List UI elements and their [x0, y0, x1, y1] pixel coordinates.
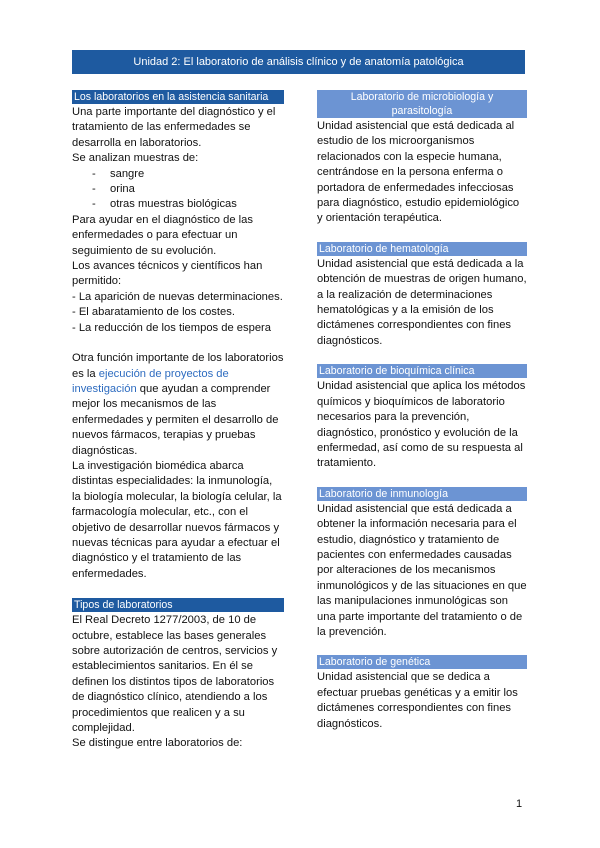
lab-heading-microbiologia: Laboratorio de microbiología y parasitología — [317, 90, 527, 118]
lab-body-hematologia: Unidad asistencial que está dedicada a la obtención de muestras de origen humano, a la realización de determinaciones hematológicas y a la emisión de los dictámenes correspondientes con fines diagnósticos. — [317, 257, 527, 347]
advance-item: - La reducción de los tiempos de espera — [72, 321, 272, 334]
section-heading-tipos-laboratorios: Tipos de laboratorios — [72, 598, 284, 612]
lab-heading-inmunologia: Laboratorio de inmunología — [317, 487, 527, 501]
real-decreto-paragraph: El Real Decreto 1277/2003, de 10 de octubre, establece las bases generales sobre autorización de centros, servicios y establecimientos sanitarios. En él se definen los distintos tipos de laboratorios de diagnóstico clínico, atendiendo a los procedimientos que realicen y a su complejidad. — [72, 614, 278, 735]
unit-title: Unidad 2: El laboratorio de análisis clínico y de anatomía patológica — [133, 56, 464, 68]
samples-lead: Se analizan muestras de: — [72, 152, 199, 165]
sample-orina: orina — [110, 183, 135, 196]
lab-body-microbiologia: Unidad asistencial que está dedicada al estudio de los microorganismos relacionados con la especie humana, centrándose en la persona enferma o portadora de enfermedades infecciosas para diagnóstico, estudio epidemiológico y orientación terapéutica. — [317, 120, 520, 225]
left-column — [72, 90, 284, 752]
advances-lead: Los avances técnicos y científicos han permitido: — [72, 260, 263, 288]
biomedical-paragraph: La investigación biomédica abarca distintas especialidades: la inmunología, la biología molecular, la biología celular, la farmacología molecular, etc., con el objetivo de desarrollar nuevos fármacos y nuevas técnicas para ayudar a efectuar el diagnóstico y el tratamiento de las enfermedades. — [72, 459, 282, 580]
lab-heading-hematologia: Laboratorio de hematología — [317, 242, 527, 256]
purpose-paragraph: Para ayudar en el diagnóstico de las enfermedades o para efectuar un seguimiento de su evolución. — [72, 213, 253, 257]
lab-body-bioquimica: Unidad asistencial que aplica los métodos químicos y bioquímicos de laboratorio necesarios para la prevención, diagnóstico, pronóstico y evolución de la enfermedad, así como de su respuesta al tratamiento. — [317, 380, 526, 470]
lab-body-genetica: Unidad asistencial que se dedica a efectuar pruebas genéticas y a emitir los dictámenes correspondientes con fines diagnósticos. — [317, 671, 518, 730]
sample-sangre: sangre — [110, 167, 145, 180]
list-item — [72, 197, 284, 212]
intro-paragraph: Una parte importante del diagnóstico y el tratamiento de las enfermedades se desarrolla en laboratorios. — [72, 106, 276, 149]
right-column — [317, 90, 527, 732]
research-text-end: que ayudan a comprender mejor los mecanismos de las enfermedades y permiten el desarrollo de nuevos fármacos, terapias y pruebas diagnósticas. — [72, 382, 279, 457]
closing-line: Se distingue entre laboratorios de: — [72, 737, 243, 750]
lab-body-inmunologia: Unidad asistencial que está dedicada a obtener la información necesaria para el estudio, diagnóstico y tratamiento de pacientes con enfermedades causadas por alteraciones de los mecanismos inmunológicos y de las situaciones en que las manipulaciones inmunológicas son una parte importante del tratamiento o de la prevención. — [317, 502, 527, 638]
lab-heading-bioquimica: Laboratorio de bioquímica clínica — [317, 364, 527, 378]
samples-list — [72, 167, 284, 213]
advance-item: - La aparición de nuevas determinaciones. — [72, 290, 283, 303]
lab-heading-genetica: Laboratorio de genética — [317, 655, 527, 669]
section-heading-laboratorios-asistencia: Los laboratorios en la asistencia sanitaria — [72, 90, 284, 104]
research-projects-link[interactable]: ejecución de proyectos de investigación — [72, 367, 229, 395]
advance-item: - El abaratamiento de los costes. — [72, 306, 235, 319]
research-text-start: Otra función importante de los laboratorios es la — [72, 352, 284, 380]
research-paragraph — [72, 351, 284, 459]
unit-title-bar — [72, 50, 525, 74]
list-item — [72, 182, 284, 197]
sample-otras: otras muestras biológicas — [110, 198, 237, 211]
list-item — [72, 167, 284, 182]
page-number: 1 — [516, 798, 523, 810]
